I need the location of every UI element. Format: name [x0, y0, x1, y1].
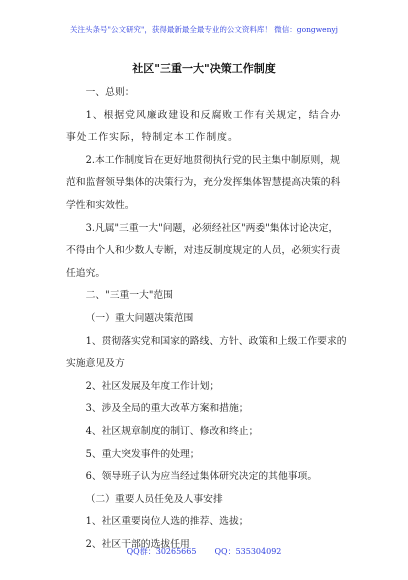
paragraph-general-2: 2.本工作制度旨在更好地贯彻执行党的民主集中制原则，规范和监督领导集体的决策行为，充分发挥集体智慧提高决策的科学性和实效性。	[66, 154, 341, 211]
subsection-heading-personnel: （二）重要人员任免及人事安排	[85, 493, 223, 505]
decision-item-4: 4、社区规章制度的制订、修改和终止；	[85, 425, 259, 437]
paragraph-general-1: 1、根据党风廉政建设和反腐败工作有关规定，结合办事处工作实际，特制定本工作制度。	[66, 109, 342, 144]
personnel-item-2: 2、社区干部的选拔任用	[85, 538, 190, 550]
qq-number: QQ：535304092	[214, 547, 282, 556]
contact-footer	[0, 546, 408, 557]
decision-item-3: 3、涉及全局的重大改革方案和措施；	[85, 403, 249, 415]
personnel-item-1: 1、社区重要岗位人选的推荐、选拔；	[85, 516, 249, 528]
section-heading-scope: 二、"三重一大"范围	[85, 290, 173, 302]
decision-item-1: 1、贯彻落实党和国家的路线、方针、政策和上级工作要求的实施意见及方	[66, 335, 347, 370]
promo-banner: 关注头条号"公文研究"，获得最新最全最专业的公文资料库！ 微信：gongwenyj	[70, 25, 338, 34]
paragraph-general-3: 3.凡属"三重一大"问题，必须经社区"两委"集体讨论决定，不得由个人和少数人专断，对违反制度规定的人员，必须实行责任追究。	[66, 222, 341, 279]
qq-group-number: QQ群：30265665	[126, 547, 197, 556]
document-body	[66, 82, 348, 556]
decision-item-6: 6、领导班子认为应当经过集体研究决定的其他事项。	[85, 471, 318, 483]
subsection-heading-decisions: （一）重大问题决策范围	[85, 312, 194, 324]
document-title: 社区"三重一大"决策工作制度	[132, 62, 276, 75]
decision-item-5: 5、重大突发事件的处理；	[85, 448, 200, 460]
section-heading-general: 一、总则：	[85, 87, 135, 98]
decision-item-2: 2、社区发展及年度工作计划；	[85, 380, 220, 392]
